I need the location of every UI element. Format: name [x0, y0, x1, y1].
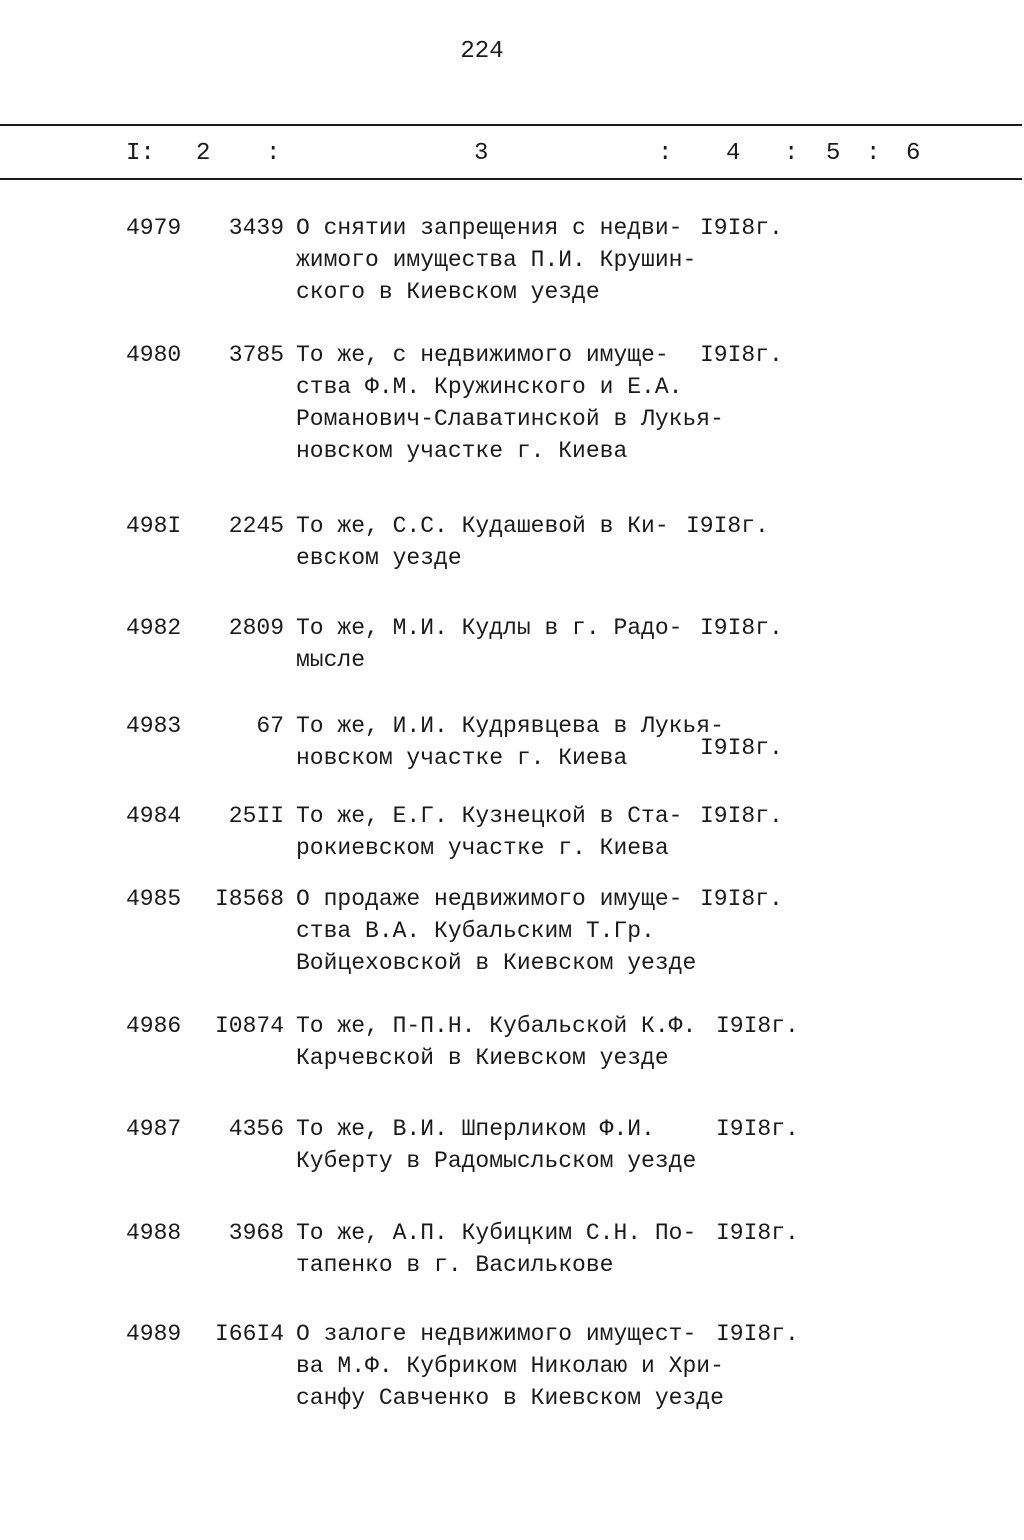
description-line: То же, Е.Г. Кузнецкой в Ста-	[296, 803, 683, 829]
entry-number: 4987	[126, 1116, 182, 1142]
entry-year: I9I8г.	[700, 803, 783, 829]
entry-number: 4983	[126, 713, 182, 739]
description-line: То же, П-П.Н. Кубальской К.Ф.	[296, 1013, 697, 1039]
entry-year: I9I8г.	[686, 513, 769, 539]
column-separator: :	[866, 140, 881, 167]
entry-year: I9I8г.	[700, 886, 783, 912]
entry-code: 2809	[228, 615, 284, 641]
column-header-3: 3	[474, 140, 489, 167]
description-line: То же, И.И. Кудрявцева в Лукья-	[296, 713, 724, 739]
entry-number: 4985	[126, 886, 182, 912]
entry-year: I9I8г.	[700, 615, 783, 641]
entry-number: 498I	[126, 513, 182, 539]
description-line: То же, В.И. Шперликом Ф.И.	[296, 1116, 655, 1142]
description-line: То же, М.И. Кудлы в г. Радо-	[296, 615, 683, 641]
entry-code: I8568	[214, 886, 284, 912]
column-header-1: I:	[126, 140, 155, 167]
entry-code: 67	[256, 713, 284, 739]
entry-code: 2245	[228, 513, 284, 539]
entry-year: I9I8г.	[716, 1116, 799, 1142]
column-header-6: 6	[906, 140, 921, 167]
description-line: Войцеховской в Киевском уезде	[296, 950, 697, 976]
page-number: 224	[460, 38, 504, 65]
entry-description	[296, 710, 724, 774]
entry-code: I0874	[214, 1013, 284, 1039]
entry-number: 4980	[126, 342, 182, 368]
column-header-4: 4	[726, 140, 741, 167]
entry-year: I9I8г.	[700, 735, 783, 761]
header-bottom-rule	[0, 178, 1022, 180]
entry-description	[296, 800, 716, 864]
entry-code: I66I4	[214, 1321, 284, 1347]
entry-description	[296, 212, 716, 308]
description-line: мысле	[296, 647, 366, 673]
description-line: рокиевском участке г. Киева	[296, 835, 669, 861]
entry-year: I9I8г.	[716, 1013, 799, 1039]
entry-code: 4356	[228, 1116, 284, 1142]
entry-description	[296, 510, 716, 574]
entry-code: 25II	[228, 803, 284, 829]
description-line: ства В.А. Кубальским Т.Гр.	[296, 918, 655, 944]
entry-description	[296, 1217, 716, 1281]
entry-number: 4982	[126, 615, 182, 641]
description-line: ва М.Ф. Кубриком Николаю и Хри-	[296, 1353, 724, 1379]
header-top-rule	[0, 124, 1022, 126]
entry-code: 3439	[228, 215, 284, 241]
description-line: То же, с недвижимого имуще-	[296, 342, 669, 368]
entry-year: I9I8г.	[716, 1220, 799, 1246]
entry-description	[296, 883, 716, 979]
entry-description	[296, 1010, 716, 1074]
entry-description	[296, 1318, 724, 1414]
description-line: О залоге недвижимого имущест-	[296, 1321, 697, 1347]
description-line: жимого имущества П.И. Крушин-	[296, 247, 697, 273]
entry-number: 4979	[126, 215, 182, 241]
description-line: О снятии запрещения с недви-	[296, 215, 683, 241]
column-separator: :	[784, 140, 799, 167]
column-separator: :	[266, 140, 281, 167]
description-line: евском уезде	[296, 545, 462, 571]
entry-code: 3968	[228, 1220, 284, 1246]
entry-description	[296, 612, 716, 676]
description-line: То же, С.С. Кудашевой в Ки-	[296, 513, 669, 539]
description-line: То же, А.П. Кубицким С.Н. По-	[296, 1220, 697, 1246]
description-line: О продаже недвижимого имуще-	[296, 886, 683, 912]
entry-number: 4986	[126, 1013, 182, 1039]
description-line: Куберту в Радомысльском уезде	[296, 1148, 697, 1174]
description-line: санфу Савченко в Киевском уезде	[296, 1385, 724, 1411]
entry-description	[296, 1113, 716, 1177]
entry-description	[296, 339, 724, 467]
description-line: новском участке г. Киева	[296, 438, 628, 464]
description-line: ства Ф.М. Кружинского и Е.А.	[296, 374, 683, 400]
description-line: тапенко в г. Василькове	[296, 1252, 614, 1278]
entry-number: 4989	[126, 1321, 182, 1347]
entry-number: 4984	[126, 803, 182, 829]
entry-number: 4988	[126, 1220, 182, 1246]
description-line: Романович-Славатинской в Лукья-	[296, 406, 724, 432]
column-header-5: 5	[826, 140, 841, 167]
description-line: новском участке г. Киева	[296, 745, 628, 771]
entry-code: 3785	[228, 342, 284, 368]
column-header-2: 2	[196, 140, 211, 167]
entry-year: I9I8г.	[716, 1321, 799, 1347]
description-line: Карчевской в Киевском уезде	[296, 1045, 669, 1071]
entry-year: I9I8г.	[700, 215, 783, 241]
description-line: ского в Киевском уезде	[296, 279, 600, 305]
column-separator: :	[658, 140, 673, 167]
entry-year: I9I8г.	[700, 342, 783, 368]
